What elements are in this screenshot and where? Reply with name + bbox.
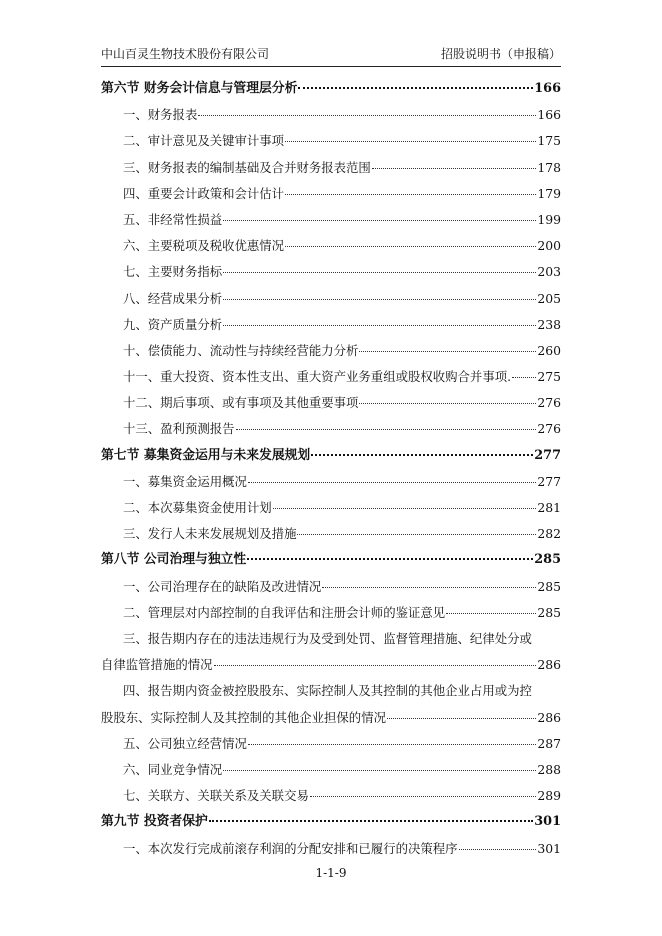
toc-section[interactable] xyxy=(101,809,561,835)
dot-leader xyxy=(512,376,536,378)
toc-entry[interactable] xyxy=(101,155,561,181)
toc-entry[interactable] xyxy=(101,783,561,809)
dot-leader xyxy=(311,453,533,456)
toc-entry[interactable] xyxy=(101,128,561,154)
toc-page-number: 260 xyxy=(537,342,561,358)
toc-entry[interactable] xyxy=(101,574,561,600)
toc-page-number: 275 xyxy=(537,369,561,385)
toc-entry[interactable] xyxy=(101,259,561,285)
toc-entry-label: 一、募集资金运用概况 xyxy=(123,473,247,489)
toc-page-number: 205 xyxy=(537,290,561,306)
dot-leader xyxy=(359,402,536,404)
toc-page-number: 287 xyxy=(537,735,561,751)
toc-entry[interactable] xyxy=(101,626,561,678)
dot-leader xyxy=(298,86,533,89)
dot-leader xyxy=(248,743,536,745)
toc-entry[interactable] xyxy=(101,102,561,128)
toc-page-number: 285 xyxy=(537,578,561,594)
toc-page-number: 285 xyxy=(534,552,561,568)
toc-page-number: 166 xyxy=(537,107,561,123)
dot-leader xyxy=(446,612,536,614)
toc-page-number: 285 xyxy=(537,604,561,620)
toc-section[interactable] xyxy=(101,547,561,573)
dot-leader xyxy=(198,114,536,116)
dot-leader xyxy=(285,140,536,142)
dot-leader xyxy=(223,219,536,221)
toc-entry[interactable] xyxy=(101,233,561,259)
dot-leader xyxy=(247,557,533,560)
toc-entry-label: 三、发行人未来发展规划及措施 xyxy=(123,526,297,542)
toc-page-number: 200 xyxy=(537,238,561,254)
dot-leader xyxy=(223,769,536,771)
toc-page-number: 203 xyxy=(537,264,561,280)
toc-entry-label: 二、审计意见及关键审计事项 xyxy=(123,133,285,149)
toc-entry[interactable] xyxy=(101,521,561,547)
dot-leader xyxy=(387,717,536,719)
toc-entry[interactable] xyxy=(101,364,561,390)
toc-entry-label: 二、管理层对内部控制的自我评估和注册会计师的鉴证意见 xyxy=(123,604,446,620)
toc-entry[interactable] xyxy=(101,469,561,495)
toc-section-label: 第八节 公司治理与独立性 xyxy=(101,552,247,568)
toc-entry-label: 十、偿债能力、流动性与持续经营能力分析 xyxy=(123,342,359,358)
toc-page-number: 276 xyxy=(537,395,561,411)
toc-entry-label: 六、主要税项及税收优惠情况 xyxy=(123,238,285,254)
dot-leader xyxy=(372,167,537,169)
dot-leader xyxy=(214,664,537,666)
toc-entry[interactable] xyxy=(101,207,561,233)
dot-leader xyxy=(209,819,533,822)
dot-leader xyxy=(297,533,536,535)
toc-page-number: 277 xyxy=(537,473,561,489)
toc-entry-label: 七、主要财务指标 xyxy=(123,264,223,280)
toc-entry-label: 七、关联方、关联关系及关联交易 xyxy=(123,788,309,804)
toc-entry[interactable] xyxy=(101,312,561,338)
dot-leader xyxy=(285,245,536,247)
toc-entry[interactable] xyxy=(101,731,561,757)
toc-section[interactable] xyxy=(101,443,561,469)
toc-entry-label: 八、经营成果分析 xyxy=(123,290,223,306)
toc-page-number: 178 xyxy=(537,159,561,175)
dot-leader xyxy=(223,298,536,300)
toc-entry-label: 十三、盈利预测报告 xyxy=(123,421,235,437)
dot-leader xyxy=(236,428,537,430)
toc-entry-label: 十一、重大投资、资本性支出、重大资产业务重组或股权收购合并事项. xyxy=(123,369,512,385)
toc-page-number: 238 xyxy=(537,316,561,332)
toc-page-number: 286 xyxy=(537,657,561,673)
toc-entry[interactable] xyxy=(101,495,561,521)
dot-leader xyxy=(273,507,537,509)
toc-page-number: 166 xyxy=(534,81,561,96)
toc-page-number: 286 xyxy=(537,709,561,725)
toc-page-number: 289 xyxy=(537,788,561,804)
toc-entry-label: 九、资产质量分析 xyxy=(123,316,223,332)
toc-entry-label-line2: 自律监管措施的情况 xyxy=(101,657,213,673)
toc-entry[interactable] xyxy=(101,678,561,730)
toc-entry-label-line1: 三、报告期内存在的违法违规行为及受到处罚、监督管理措施、纪律处分或 xyxy=(123,630,532,646)
dot-leader xyxy=(359,350,536,352)
dot-leader xyxy=(248,481,536,483)
toc-entry-label-line2: 股股东、实际控制人及其控制的其他企业担保的情况 xyxy=(101,709,386,725)
toc-page-number: 281 xyxy=(537,500,561,515)
toc-entry-label: 四、重要会计政策和会计估计 xyxy=(123,185,285,201)
dot-leader xyxy=(459,848,537,850)
toc-page-number: 301 xyxy=(537,840,561,856)
toc-entry[interactable] xyxy=(101,836,561,862)
toc-page-number: 288 xyxy=(537,761,561,777)
toc-entry-label-line1: 四、报告期内资金被控股股东、实际控制人及其控制的其他企业占用或为控 xyxy=(123,683,532,699)
toc-entry-label: 十二、期后事项、或有事项及其他重要事项 xyxy=(123,395,359,411)
toc-page-number: 301 xyxy=(534,814,561,830)
dot-leader xyxy=(322,586,536,588)
toc-section[interactable] xyxy=(101,76,561,102)
toc-entry-label: 六、同业竞争情况 xyxy=(123,761,223,777)
toc-page-number: 199 xyxy=(537,211,561,227)
dot-leader xyxy=(285,193,536,195)
toc-page-number: 282 xyxy=(537,526,561,542)
toc-entry-label: 二、本次募集资金使用计划 xyxy=(123,500,272,515)
toc-entry[interactable] xyxy=(101,338,561,364)
toc-page-number: 276 xyxy=(537,421,561,437)
toc-entry[interactable] xyxy=(101,286,561,312)
table-of-contents xyxy=(101,76,561,862)
toc-entry-label: 一、本次发行完成前滚存利润的分配安排和已履行的决策程序 xyxy=(123,840,458,856)
toc-entry[interactable] xyxy=(101,390,561,416)
toc-page-number: 277 xyxy=(534,447,561,463)
toc-page-number: 175 xyxy=(537,133,561,149)
header-company: 中山百灵生物技术股份有限公司 xyxy=(101,47,270,61)
header-doc-title: 招股说明书（申报稿） xyxy=(440,47,561,61)
toc-page-number: 179 xyxy=(537,185,561,201)
toc-entry-label: 一、财务报表 xyxy=(123,107,198,123)
toc-entry-label: 五、非经常性损益 xyxy=(123,211,223,227)
toc-entry[interactable] xyxy=(101,600,561,626)
page-header xyxy=(101,44,561,67)
toc-entry[interactable] xyxy=(101,416,561,442)
dot-leader xyxy=(223,271,536,273)
toc-section-label: 第九节 投资者保护 xyxy=(101,814,208,830)
toc-section-label: 第七节 募集资金运用与未来发展规划 xyxy=(101,447,311,463)
dot-leader xyxy=(223,324,536,326)
toc-entry[interactable] xyxy=(101,181,561,207)
page-number: 1-1-9 xyxy=(315,866,347,880)
toc-entry-label: 一、公司治理存在的缺陷及改进情况 xyxy=(123,578,322,594)
toc-entry[interactable] xyxy=(101,757,561,783)
toc-entry-label: 五、公司独立经营情况 xyxy=(123,735,247,751)
toc-entry-label: 三、财务报表的编制基础及合并财务报表范围 xyxy=(123,159,371,175)
toc-section-label: 第六节 财务会计信息与管理层分析 xyxy=(101,81,298,96)
dot-leader xyxy=(310,795,536,797)
